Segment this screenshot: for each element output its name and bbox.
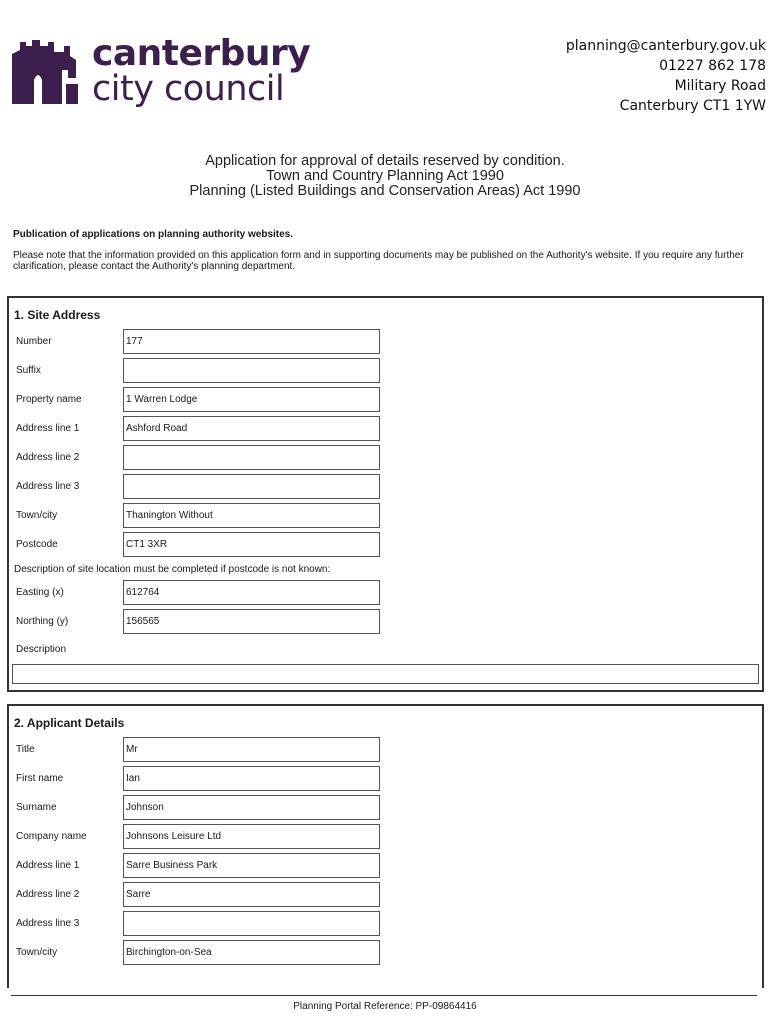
easting-field[interactable]: 612764: [123, 580, 380, 605]
address-line-1-field[interactable]: Sarre Business Park: [123, 853, 380, 878]
form-row: [9, 532, 762, 558]
title-line-2: Town and Country Planning Act 1990: [266, 168, 504, 184]
field-label: Town/city: [16, 947, 58, 958]
field-label: Number: [16, 336, 52, 347]
form-row: [9, 329, 762, 355]
footer-divider: [11, 995, 757, 996]
form-row: [9, 503, 762, 529]
address-line-3-field[interactable]: [123, 911, 380, 936]
logo-line-2: city council: [92, 69, 285, 109]
field-label: Property name: [16, 394, 82, 405]
title-field[interactable]: Mr: [123, 737, 380, 762]
northing-field[interactable]: 156565: [123, 609, 380, 634]
contact-block: [566, 36, 766, 116]
title-line-3: Planning (Listed Buildings and Conservation Areas) Act 1990: [189, 183, 581, 199]
field-label: Title: [16, 744, 35, 755]
portal-reference: Planning Portal Reference: PP-09864416: [293, 1001, 477, 1012]
field-label: Address line 3: [16, 918, 80, 929]
form-row: [9, 853, 762, 879]
form-row: [9, 609, 762, 635]
field-label: Postcode: [16, 539, 58, 550]
location-note: Description of site location must be completed if postcode is not known:: [14, 564, 331, 575]
town-city-field[interactable]: Thanington Without: [123, 503, 380, 528]
property-name-field[interactable]: 1 Warren Lodge: [123, 387, 380, 412]
applicant-details-section: [7, 704, 764, 988]
publication-text: Please note that the information provided on this application form and in supporting documents may be published on the Authority's website. If you require any further clarification, please contact the Authority's planning department.: [13, 250, 744, 272]
field-label: Northing (y): [16, 616, 69, 627]
form-title: [0, 154, 770, 199]
field-label: First name: [16, 773, 64, 784]
contact-phone: 01227 862 178: [659, 58, 766, 74]
field-label: Town/city: [16, 510, 58, 521]
first-name-field[interactable]: Ian: [123, 766, 380, 791]
number-field[interactable]: 177: [123, 329, 380, 354]
postcode-field[interactable]: CT1 3XR: [123, 532, 380, 557]
form-row: [9, 795, 762, 821]
form-row: [9, 445, 762, 471]
form-row: [9, 474, 762, 500]
form-row: [9, 737, 762, 763]
field-label: Easting (x): [16, 587, 64, 598]
address-line-3-field[interactable]: [123, 474, 380, 499]
form-row: [9, 911, 762, 937]
form-row: [9, 358, 762, 384]
section-title: 1. Site Address: [14, 308, 101, 322]
field-label: Address line 1: [16, 423, 80, 434]
contact-city: Canterbury CT1 1YW: [619, 98, 766, 114]
council-logo: [12, 33, 312, 109]
site-address-section: [7, 296, 764, 692]
form-row: [9, 882, 762, 908]
form-row: [9, 580, 762, 606]
surname-field[interactable]: Johnson: [123, 795, 380, 820]
contact-email[interactable]: planning@canterbury.gov.uk: [565, 38, 766, 54]
field-label: Company name: [16, 831, 87, 842]
suffix-field[interactable]: [123, 358, 380, 383]
company-name-field[interactable]: Johnsons Leisure Ltd: [123, 824, 380, 849]
logo-text: [92, 33, 311, 109]
section-title: 2. Applicant Details: [14, 716, 125, 730]
town-city-field[interactable]: Birchington-on-Sea: [123, 940, 380, 965]
form-row: [9, 387, 762, 413]
contact-street: Military Road: [674, 78, 766, 94]
field-label: Address line 2: [16, 452, 80, 463]
form-row: [9, 766, 762, 792]
field-label: Suffix: [16, 365, 41, 376]
address-line-2-field[interactable]: Sarre: [123, 882, 380, 907]
form-row: [9, 824, 762, 850]
field-label: Address line 2: [16, 889, 80, 900]
field-label: Address line 1: [16, 860, 80, 871]
description-field[interactable]: [12, 664, 759, 684]
publication-heading: Publication of applications on planning authority websites.: [13, 229, 294, 240]
logo-line-1: canterbury: [92, 33, 311, 74]
title-line-1: Application for approval of details reserved by condition.: [205, 153, 565, 169]
form-row: [9, 416, 762, 442]
field-label: Address line 3: [16, 481, 80, 492]
description-label: Description: [16, 644, 67, 655]
field-label: Surname: [16, 802, 57, 813]
address-line-2-field[interactable]: [123, 445, 380, 470]
address-line-1-field[interactable]: Ashford Road: [123, 416, 380, 441]
form-row: [9, 940, 762, 966]
cathedral-logo-icon: [12, 40, 82, 104]
